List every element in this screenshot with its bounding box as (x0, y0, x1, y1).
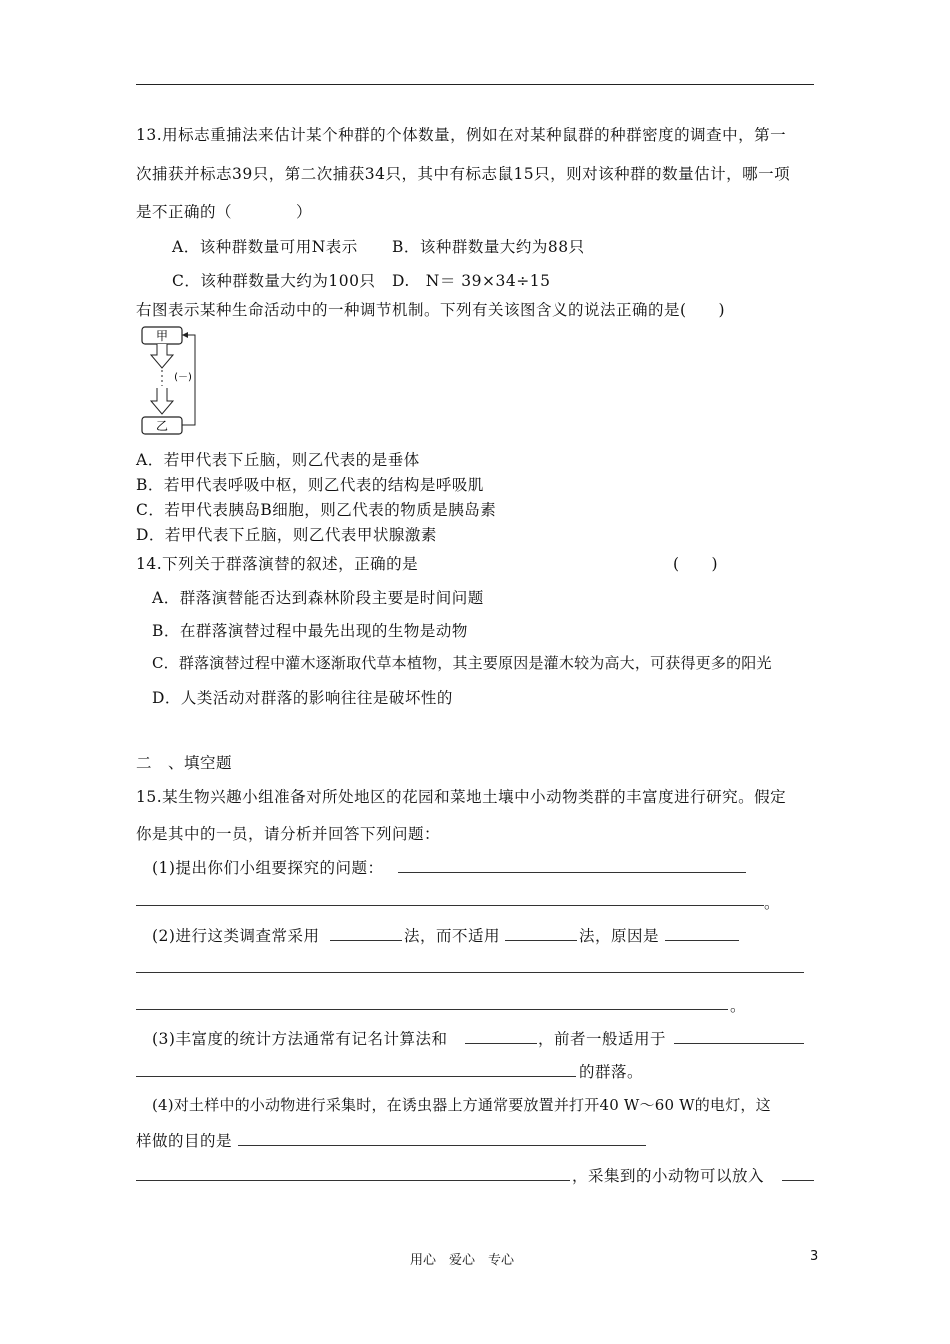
page-number: 3 (810, 1249, 819, 1264)
regulation-option-a: A．若甲代表下丘脑，则乙代表的是垂体 (136, 451, 420, 469)
q15-part1-period: 。 (764, 894, 781, 912)
diagram-arrow-down-2 (151, 388, 173, 414)
q14-option-a: A．群落演替能否达到森林阶段主要是时间问题 (152, 589, 484, 607)
q15-part2-blank-2[interactable] (505, 926, 577, 941)
q15-part1-blank[interactable] (398, 858, 746, 873)
q15-part4-c: ，采集到的小动物可以放入 (572, 1167, 765, 1185)
q14-option-d: D．人类活动对群落的影响往往是破坏性的 (152, 689, 453, 707)
q15-part2-blank-line3[interactable] (136, 995, 728, 1010)
q15-part1-blank-line2[interactable] (136, 891, 764, 906)
q15-part1-prompt: (1)提出你们小组要探究的问题： (152, 859, 384, 877)
q15-part2-b: 法，而不适用 (404, 927, 501, 945)
diagram-box-top-label: 甲 (155, 329, 169, 343)
q15-part2-blank-line2[interactable] (136, 958, 804, 973)
q13-line3: 是不正确的（ ） (136, 203, 313, 221)
q15-part2-blank-3[interactable] (665, 926, 739, 941)
q15-part3-blank-2[interactable] (674, 1029, 804, 1044)
q15-part3-blank-1[interactable] (465, 1029, 537, 1044)
q13-option-b: B．该种群数量大约为88只 (392, 238, 585, 256)
q15-part3-blank-line2[interactable] (136, 1062, 576, 1077)
regulation-option-c: C．若甲代表胰岛B细胞，则乙代表的物质是胰岛素 (136, 501, 497, 519)
q15-line1: 15.某生物兴趣小组准备对所处地区的花园和菜地土壤中小动物类群的丰富度进行研究。假定 (136, 788, 787, 806)
q15-part3-c: 的群落。 (579, 1063, 644, 1081)
q14-stem: 14.下列关于群落演替的叙述，正确的是 (136, 555, 419, 573)
feedback-diagram (137, 324, 203, 439)
diagram-feedback-label: (－) (174, 372, 192, 383)
q15-part4-blank-1[interactable] (238, 1131, 646, 1146)
q13-option-c: C．该种群数量大约为100只 (172, 272, 376, 290)
regulation-option-b: B．若甲代表呼吸中枢，则乙代表的结构是呼吸肌 (136, 476, 484, 494)
q14-option-c: C．群落演替过程中灌木逐渐取代草本植物，其主要原因是灌木较为高大，可获得更多的阳光 (152, 654, 772, 672)
header-rule (136, 84, 814, 85)
diagram-box-bottom-label: 乙 (155, 419, 169, 433)
footer-slogan: 用心 爱心 专心 (410, 1253, 515, 1268)
q15-part2-c: 法，原因是 (579, 927, 660, 945)
diagram-feedback-arrowhead (182, 332, 188, 338)
regulation-option-d: D．若甲代表下丘脑，则乙代表甲状腺激素 (136, 526, 437, 544)
q15-part4-blank-2[interactable] (782, 1166, 814, 1181)
section-title: 二 、填空题 (136, 754, 233, 772)
q13-option-a: A．该种群数量可用N表示 (172, 238, 358, 256)
q15-part2-blank-1[interactable] (330, 926, 402, 941)
q15-part3-b: ，前者一般适用于 (538, 1030, 667, 1048)
q14-answer-paren: ( ) (673, 555, 719, 573)
q13-line1: 13.用标志重捕法来估计某个种群的个体数量，例如在对某种鼠群的种群密度的调查中，第一 (136, 126, 787, 144)
q15-part4-blank-line2[interactable] (136, 1166, 570, 1181)
q15-part3-a: (3)丰富度的统计方法通常有记名计算法和 (152, 1030, 448, 1048)
q15-part2-period: 。 (730, 997, 747, 1015)
q13-line2: 次捕获并标志39只，第二次捕获34只，其中有标志鼠15只，则对该种群的数量估计，哪一项 (136, 165, 791, 183)
regulation-stem: 右图表示某种生命活动中的一种调节机制。下列有关该图含义的说法正确的是( ) (136, 301, 726, 319)
q15-part4-a: (4)对土样中的小动物进行采集时，在诱虫器上方通常要放置并打开40 W～60 W的电灯，这 (152, 1096, 771, 1114)
q13-option-d: D. N＝ 39×34÷15 (392, 272, 551, 290)
diagram-arrow-down-1 (151, 344, 173, 368)
q15-part2-a: (2)进行这类调查常采用 (152, 927, 320, 945)
q15-part4-b: 样做的目的是 (136, 1132, 233, 1150)
q15-line2: 你是其中的一员，请分析并回答下列问题： (136, 825, 441, 843)
q14-option-b: B．在群落演替过程中最先出现的生物是动物 (152, 622, 468, 640)
